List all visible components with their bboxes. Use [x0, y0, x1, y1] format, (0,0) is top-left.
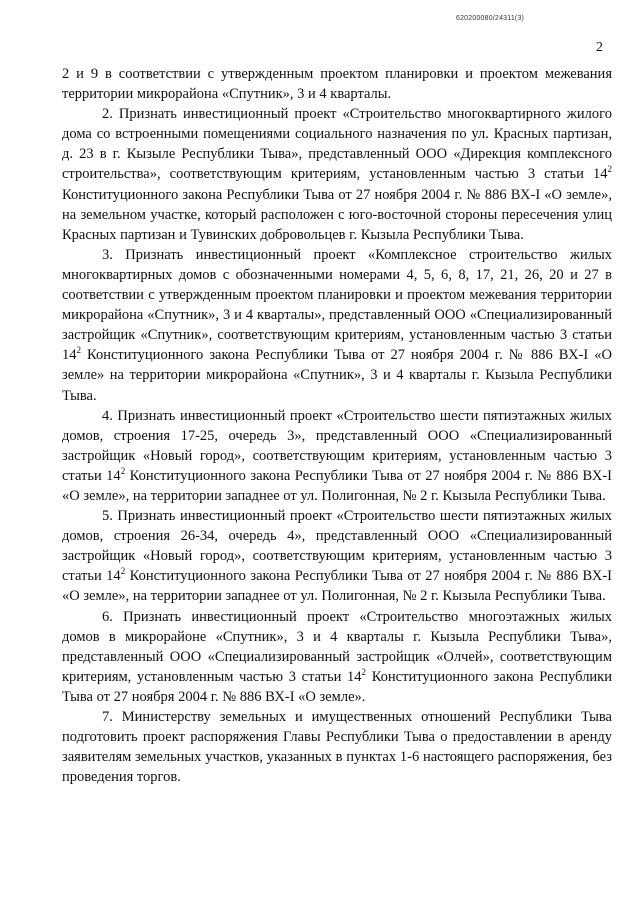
superscript: 2	[76, 345, 81, 356]
paragraph-7	[62, 707, 612, 787]
page-number: 2	[596, 40, 603, 55]
text-run: Конституционного закона Республики Тыва от 27 ноября 2004 г. № 886 ВХ-I «О земле».	[62, 668, 612, 705]
text-run: 5. Признать инвестиционный проект «Строительство шести пятиэтажных жилых домов, строения 26-34, очередь 4», представленный ООО «Специализированный застройщик «Новый город», соответствующим критериям, установленным частью 3 статьи 14	[62, 508, 612, 585]
paragraph-5	[62, 506, 612, 606]
superscript: 2	[120, 566, 126, 577]
superscript: 2	[607, 164, 612, 175]
text-run: 7. Министерству земельных и имущественных отношений Республики Тыва подготовить проект распоряжения Главы Республики Тыва о предоставлении в аренду заявителям земельных участков, указанных в пунктах 1-6 настоящего распоряжения, без проведения торгов.	[62, 709, 612, 786]
document-body	[62, 64, 612, 787]
text-run: 6. Признать инвестиционный проект «Строительство многоэтажных жилых домов в микрорайоне «Спутник», 3 и 4 кварталы г. Кызыла Республики Тыва», представленный ООО «Специализированный застройщик «Олчей», соответствующим критериям, установленным частью 3 статьи 14	[62, 608, 612, 685]
paragraph-3	[62, 245, 612, 406]
paragraph-1	[62, 64, 612, 104]
text-run: 2. Признать инвестиционный проект «Строительство многоквартирного жилого дома со встроенными помещениями социального назначения по ул. Красных партизан, д. 23 в г. Кызыле Республики Тыва», представленный ООО «Дирекция комплексного строительства», соответствующим критериям, установленным частью 3 статьи 14	[62, 106, 612, 183]
text-run: 4. Признать инвестиционный проект «Строительство шести пятиэтажных жилых домов, строения 17-25, очередь 3», представленный ООО «Специализированный застройщик «Новый город», соответствующим критериям, установленным частью 3 статьи 14	[62, 407, 612, 484]
text-run: Конституционного закона Республики Тыва от 27 ноября 2004 г. № 886 ВХ-I «О земле», на территории западнее от ул. Полигонная, № 2 г. Кызыла Республики Тыва.	[62, 467, 612, 504]
text-run: 2 и 9 в соответствии с утвержденным проектом планировки и проектом межевания территории микрорайона «Спутник», 3 и 4 кварталы.	[62, 66, 612, 103]
paragraph-2	[62, 104, 612, 245]
document-code: 620200080/24311(3)	[456, 15, 525, 22]
text-run: 3. Признать инвестиционный проект «Комплексное строительство жилых многоквартирных домов с обозначенными номерами 4, 5, 6, 8, 17, 21, 26, 20 и 27 в соответствии с утвержденным проектом планировки и проектом межевания территории микрорайона «Спутник», 3 и 4 кварталы», представленный ООО «Специализированный застройщик «Спутник», соответствующим критериям, установленным частью 3 статьи 14	[62, 246, 612, 364]
paragraph-6	[62, 607, 612, 707]
text-run: Конституционного закона Республики Тыва от 27 ноября 2004 г. № 886 ВХ-I «О земле» на территории микрорайона «Спутник», 3 и 4 кварталы г. Кызыла Республики Тыва.	[62, 347, 612, 404]
text-run: Конституционного закона Республики Тыва от 27 ноября 2004 г. № 886 ВХ-I «О земле», на территории западнее от ул. Полигонная, № 2 г. Кызыла Республики Тыва.	[62, 568, 612, 605]
superscript: 2	[120, 465, 126, 476]
paragraph-4	[62, 406, 612, 506]
superscript: 2	[361, 666, 367, 677]
text-run: Конституционного закона Республики Тыва от 27 ноября 2004 г. № 886 ВХ-I «О земле», на земельном участке, который расположен с юго-восточной стороны пересечения улиц Красных партизан и Тувинских добровольцев г. Кызыла Республики Тыва.	[62, 186, 612, 243]
